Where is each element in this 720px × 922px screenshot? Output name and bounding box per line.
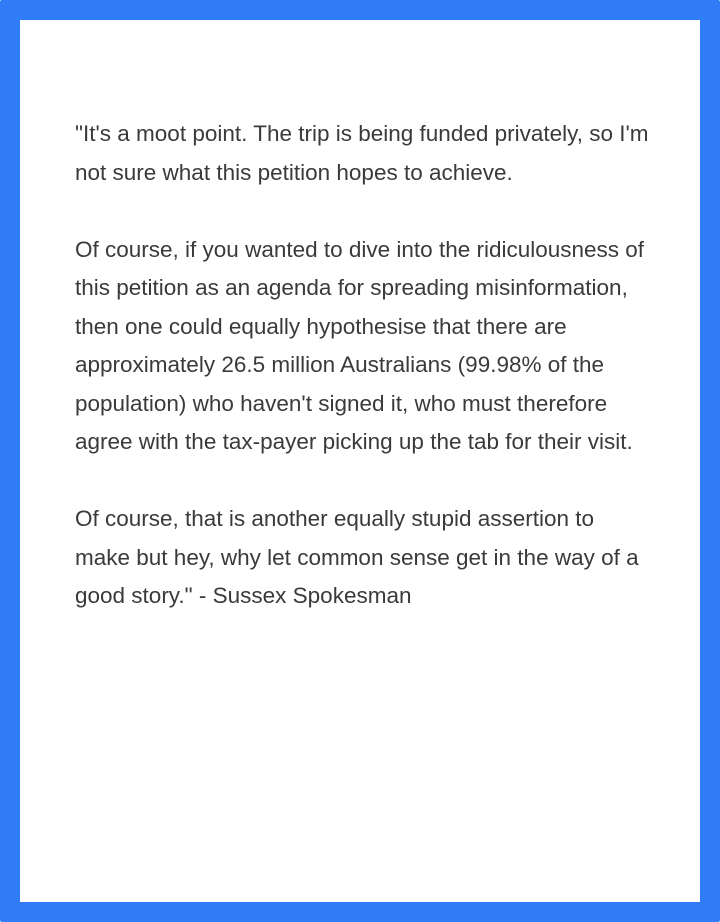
quote-paragraph-3: Of course, that is another equally stupid assertion to make but hey, why let common sense get in the way of a good story." - Sussex Spokesman [75,506,639,608]
quote-paragraph-1: "It's a moot point. The trip is being funded privately, so I'm not sure what this petition hopes to achieve. [75,121,649,185]
quote-paragraph-2: Of course, if you wanted to dive into the ridiculousness of this petition as an agenda for spreading misinformation, then one could equally hypothesise that there are approximately 26.5 million Australians (99.98% of the population) who haven't signed it, who must therefore agree with the tax-payer picking up the tab for their visit. [75,236,645,454]
quote-text-block [75,115,655,616]
